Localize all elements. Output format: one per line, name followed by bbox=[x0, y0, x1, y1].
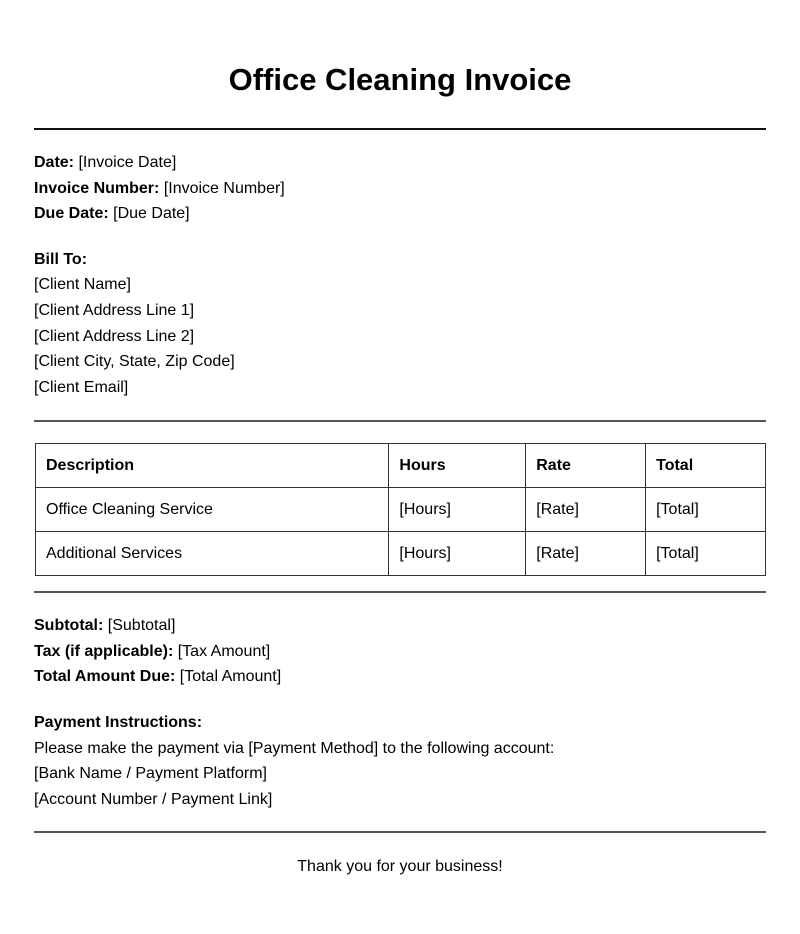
bill-to-label: Bill To: bbox=[34, 251, 88, 268]
client-address-line-1: [Client Address Line 1] bbox=[34, 302, 195, 319]
row-hours: [Hours] bbox=[389, 532, 526, 576]
payment-instructions-label: Payment Instructions: bbox=[34, 714, 203, 731]
account-number-line: [Account Number / Payment Link] bbox=[34, 791, 273, 808]
table-row bbox=[36, 488, 766, 532]
row-total: [Total] bbox=[646, 488, 766, 532]
row-total: [Total] bbox=[646, 532, 766, 576]
row-rate: [Rate] bbox=[526, 532, 646, 576]
total-due-value: [Total Amount] bbox=[179, 668, 282, 685]
line-items-table bbox=[35, 443, 766, 576]
invoice-number-line bbox=[34, 179, 285, 199]
total-due-label: Total Amount Due: bbox=[34, 668, 176, 685]
client-name: [Client Name] bbox=[34, 276, 131, 293]
header-hours: Hours bbox=[389, 444, 526, 488]
total-due-line bbox=[34, 667, 281, 687]
tax-label: Tax (if applicable): bbox=[34, 643, 174, 660]
table-divider bbox=[34, 591, 766, 593]
subtotal-label: Subtotal: bbox=[34, 617, 104, 634]
row-description: Office Cleaning Service bbox=[36, 488, 389, 532]
subtotal-line bbox=[34, 616, 175, 636]
table-header-row bbox=[36, 444, 766, 488]
client-city-state-zip: [Client City, State, Zip Code] bbox=[34, 353, 235, 370]
date-label: Date: bbox=[34, 154, 75, 171]
bank-name-line: [Bank Name / Payment Platform] bbox=[34, 765, 267, 782]
client-address-line-2: [Client Address Line 2] bbox=[34, 328, 195, 345]
row-description: Additional Services bbox=[36, 532, 389, 576]
subtotal-value: [Subtotal] bbox=[107, 617, 176, 634]
header-total: Total bbox=[646, 444, 766, 488]
due-date-label: Due Date: bbox=[34, 205, 109, 222]
bill-to-divider bbox=[34, 420, 766, 422]
invoice-number-label: Invoice Number: bbox=[34, 180, 160, 197]
invoice-number-value: [Invoice Number] bbox=[163, 180, 285, 197]
thank-you-message: Thank you for your business! bbox=[297, 858, 503, 875]
tax-line bbox=[34, 642, 270, 662]
header-description: Description bbox=[36, 444, 389, 488]
title-divider bbox=[34, 128, 766, 130]
tax-value: [Tax Amount] bbox=[177, 643, 271, 660]
date-line bbox=[34, 153, 176, 173]
row-hours: [Hours] bbox=[389, 488, 526, 532]
client-email: [Client Email] bbox=[34, 379, 129, 396]
due-date-value: [Due Date] bbox=[113, 205, 190, 222]
footer-divider bbox=[34, 831, 766, 833]
date-value: [Invoice Date] bbox=[78, 154, 177, 171]
due-date-line bbox=[34, 204, 190, 224]
row-rate: [Rate] bbox=[526, 488, 646, 532]
header-rate: Rate bbox=[526, 444, 646, 488]
payment-method-line: Please make the payment via [Payment Method] to the following account: bbox=[34, 740, 555, 757]
invoice-title: Office Cleaning Invoice bbox=[228, 62, 572, 97]
table-row bbox=[36, 532, 766, 576]
